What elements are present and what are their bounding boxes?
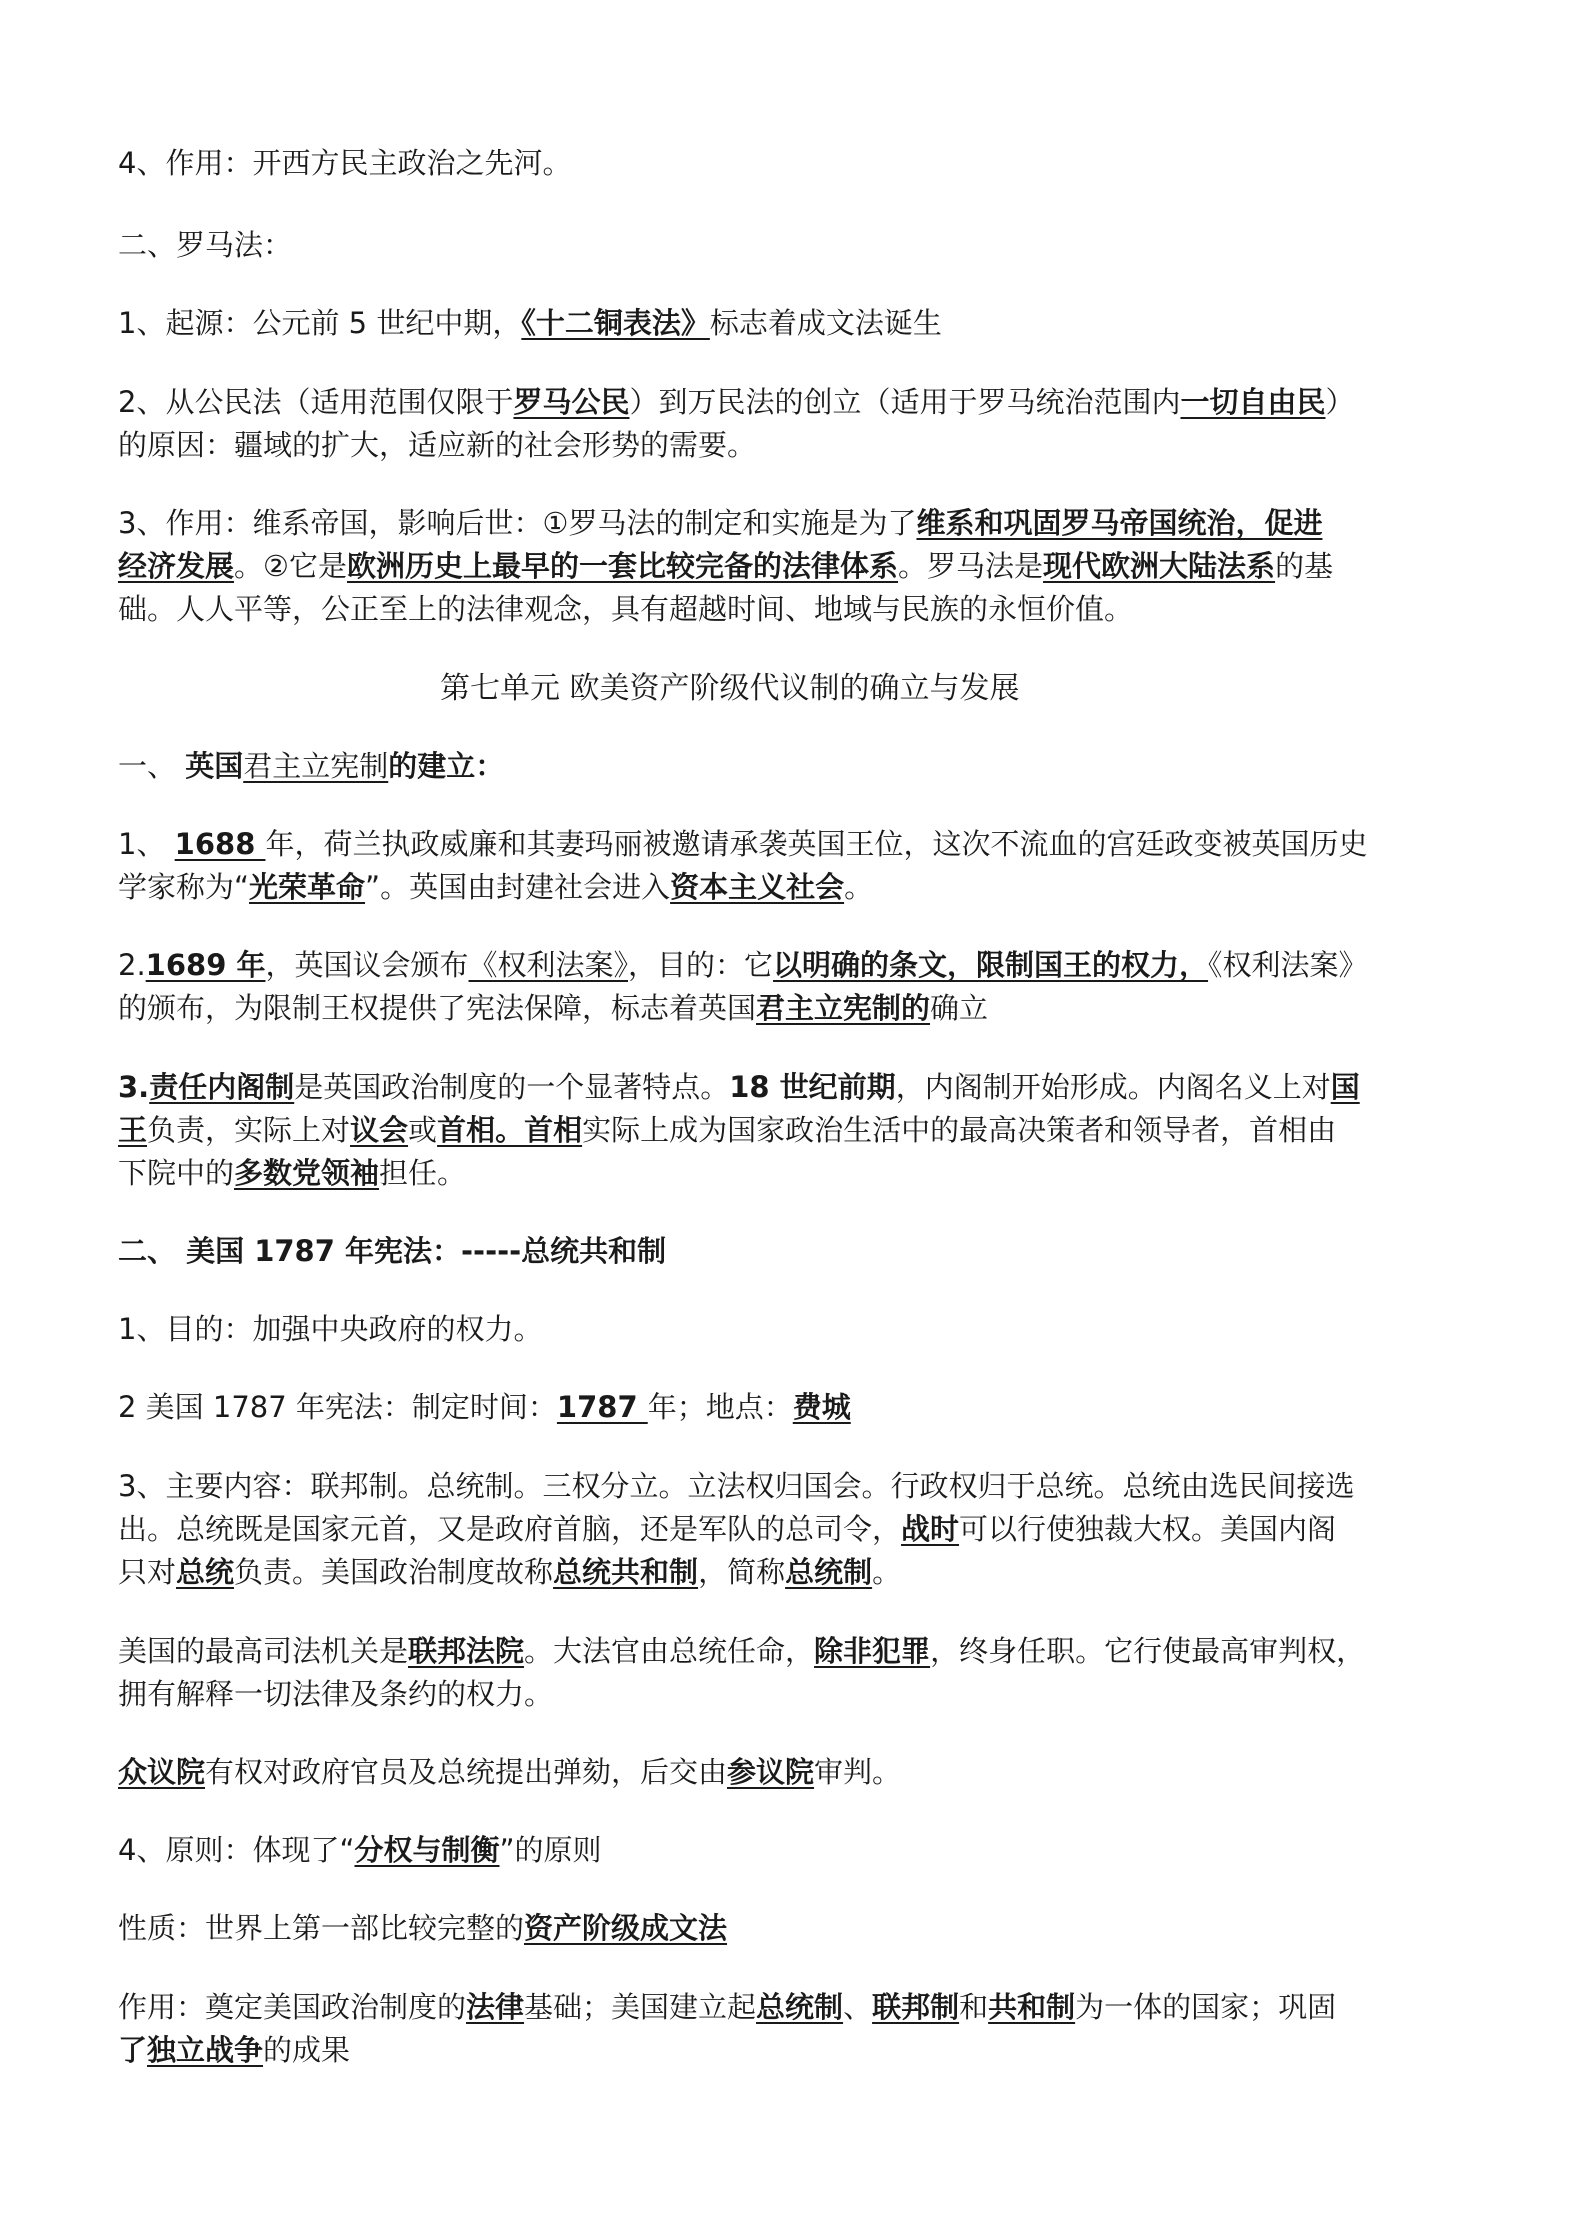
text-line [118, 2029, 1478, 2072]
text-run: 3. [118, 1070, 150, 1104]
text-run: 础。人人平等，公正至上的法律观念，具有超越时间、地域与民族的永恒价值。 [118, 592, 1134, 626]
text-run: 了 [118, 2033, 148, 2067]
text-line [118, 588, 1478, 631]
text-run: 有权对政府官员及总统提出弹劾，后交由 [205, 1755, 728, 1789]
emphasized-term: 国 [1330, 1070, 1360, 1104]
text-run: 美国的最高司法机关是 [118, 1634, 409, 1668]
emphasized-term: 共和制 [988, 1990, 1076, 2024]
text-line [118, 1152, 1478, 1195]
text-run: 年，荷兰执政威廉和其妻玛丽被邀请承袭英国王位，这次不流血的宫廷政变被英国历史 [265, 827, 1368, 861]
text-line [118, 1465, 1478, 1508]
text-run: 英国 [185, 749, 244, 783]
emphasized-term: 除非犯罪 [814, 1634, 931, 1668]
text-run: 18 世纪前期 [729, 1070, 896, 1104]
text-line [118, 1986, 1478, 2029]
emphasized-term: 《权利法案》 [468, 948, 629, 982]
text-line [118, 1673, 1478, 1716]
text-run: 确立 [930, 991, 989, 1025]
text-run: ”的原则 [499, 1833, 602, 1867]
emphasized-term: 王 [118, 1113, 148, 1147]
section-heading [118, 1230, 1478, 1273]
text-line [118, 866, 1478, 909]
text-run: 一、 [118, 749, 186, 783]
text-run: 基础；美国建立起 [524, 1990, 757, 2024]
text-line [118, 1907, 1478, 1950]
text-run: 的建立： [388, 749, 505, 783]
text-run: ）到万民法的创立（适用于罗马统治范围内 [629, 385, 1181, 419]
emphasized-term: 总统 [176, 1555, 235, 1589]
text-run: 。②它是 [234, 549, 348, 583]
text-line [118, 823, 1478, 866]
text-run: ） [1325, 385, 1355, 419]
emphasized-term: 参议院 [727, 1755, 815, 1789]
text-run: 的原因：疆域的扩大，适应新的社会形势的需要。 [118, 428, 757, 462]
text-run: 实际上成为国家政治生活中的最高决策者和领导者，首相由 [582, 1113, 1337, 1147]
text-run: 为一体的国家；巩固 [1075, 1990, 1337, 2024]
emphasized-term: 联邦法院 [408, 1634, 525, 1668]
text-run: ，终身任职。它行使最高审判权， [930, 1634, 1366, 1668]
text-line [118, 545, 1478, 588]
text-line [118, 1386, 1478, 1429]
text-run: 3、主要内容：联邦制。总统制。三权分立。立法权归国会。行政权归于总统。总统由选民间接选 [118, 1469, 1355, 1503]
text-run: 年；地点： [647, 1390, 793, 1424]
text-run: 或 [408, 1113, 438, 1147]
text-line [118, 1066, 1478, 1109]
emphasized-term: 经济发展 [118, 549, 235, 583]
text-run: 4、作用：开西方民主政治之先河。 [118, 146, 572, 180]
emphasized-term: 战时 [901, 1512, 960, 1546]
emphasized-term: 众议院 [118, 1755, 206, 1789]
emphasized-term: 议会 [350, 1113, 409, 1147]
emphasized-term: 罗马公民 [513, 385, 630, 419]
text-line [118, 142, 1478, 185]
text-run: 4、原则：体现了“ [118, 1833, 355, 1867]
section-heading [118, 224, 1478, 267]
text-line [118, 987, 1478, 1030]
emphasized-term: 首相。首相 [437, 1113, 583, 1147]
text-run: 1、 [118, 827, 175, 861]
unit-title [440, 667, 1584, 710]
text-run: 负责，实际上对 [147, 1113, 351, 1147]
emphasized-term: 一切自由民 [1180, 385, 1326, 419]
emphasized-term: 总统制 [756, 1990, 844, 2024]
text-run: 2 美国 1787 年宪法：制定时间： [118, 1390, 557, 1424]
text-run: 。 [844, 870, 874, 904]
section-heading [118, 745, 1478, 788]
emphasized-term: 费城 [792, 1390, 851, 1424]
text-run: 。 [872, 1555, 902, 1589]
text-run: 审判。 [814, 1755, 902, 1789]
emphasized-term: 法律 [466, 1990, 525, 2024]
emphasized-term: 资产阶级成文法 [524, 1911, 728, 1945]
text-line [118, 1551, 1478, 1594]
text-line [118, 1630, 1478, 1673]
emphasized-term: 总统共和制 [553, 1555, 699, 1589]
text-run: 3、作用：维系帝国，影响后世：①罗马法的制定和实施是为了 [118, 506, 917, 540]
text-run: 的成果 [263, 2033, 351, 2067]
text-run: 出。总统既是国家元首，又是政府首脑，还是军队的总司令， [118, 1512, 902, 1546]
emphasized-term: 独立战争 [147, 2033, 264, 2067]
text-run: 担任。 [379, 1156, 467, 1190]
text-run: 负责。美国政治制度故称 [234, 1555, 554, 1589]
emphasized-term: 联邦制 [872, 1990, 960, 2024]
text-run: 下院中的 [118, 1156, 235, 1190]
text-run: 2、从公民法（适用范围仅限于 [118, 385, 514, 419]
text-run: 和 [959, 1990, 989, 2024]
text-run: 1、目的：加强中央政府的权力。 [118, 1312, 543, 1346]
text-line [118, 1508, 1478, 1551]
text-run: 只对 [118, 1555, 177, 1589]
emphasized-term: 总统制 [785, 1555, 873, 1589]
text-line [118, 1751, 1478, 1794]
text-line [118, 944, 1478, 987]
text-run: ，目的：它 [628, 948, 774, 982]
emphasized-term: 1688 [174, 827, 266, 861]
emphasized-term: 维系和巩固罗马帝国统治，促进 [916, 506, 1323, 540]
text-run: 第七单元 欧美资产阶级代议制的确立与发展 [440, 671, 1020, 706]
text-run: 是英国政治制度的一个显著特点。 [294, 1070, 730, 1104]
text-line [118, 1308, 1478, 1351]
emphasized-term: 君主立宪制 [243, 749, 389, 783]
emphasized-term: 光荣革命 [249, 870, 366, 904]
text-run: 。大法官由总统任命， [524, 1634, 815, 1668]
text-run: 2. [118, 948, 146, 982]
text-run: 二、罗马法： [118, 228, 293, 262]
emphasized-term: 1689 年 [145, 948, 266, 982]
text-run: 标志着成文法诞生 [709, 306, 942, 340]
text-run: 《权利法案》 [1208, 948, 1368, 982]
emphasized-term: 《十二铜表法》 [521, 306, 710, 340]
text-run: 的基 [1275, 549, 1334, 583]
text-line [118, 502, 1478, 545]
emphasized-term: 资本主义社会 [670, 870, 845, 904]
text-run: ，内阁制开始形成。内阁名义上对 [895, 1070, 1331, 1104]
text-line [118, 381, 1478, 424]
text-run: 性质：世界上第一部比较完整的 [118, 1911, 525, 1945]
text-line [118, 424, 1478, 467]
emphasized-term: 以明确的条文，限制国王的权力， [773, 948, 1209, 982]
emphasized-term: 责任内阁制 [149, 1070, 295, 1104]
text-run: 二、 美国 1787 年宪法：-----总统共和制 [118, 1234, 667, 1268]
text-line [118, 302, 1478, 345]
emphasized-term: 现代欧洲大陆法系 [1043, 549, 1276, 583]
text-run: 的颁布，为限制王权提供了宪法保障，标志着英国 [118, 991, 757, 1025]
text-run: ”。英国由封建社会进入 [365, 870, 671, 904]
text-run: 作用：奠定美国政治制度的 [118, 1990, 467, 2024]
text-run: ，简称 [698, 1555, 786, 1589]
emphasized-term: 分权与制衡 [354, 1833, 500, 1867]
text-run: 。罗马法是 [898, 549, 1044, 583]
emphasized-term: 欧洲历史上最早的一套比较完备的法律体系 [347, 549, 899, 583]
text-line [118, 1109, 1478, 1152]
text-run: ，英国议会颁布 [265, 948, 469, 982]
emphasized-term: 多数党领袖 [234, 1156, 380, 1190]
emphasized-term: 1787 [556, 1390, 648, 1424]
text-run: 、 [843, 1990, 873, 2024]
text-line [118, 1829, 1478, 1872]
text-run: 1、起源：公元前 5 世纪中期， [118, 306, 522, 340]
text-run: 可以行使独裁大权。美国内阁 [959, 1512, 1337, 1546]
text-run: 学家称为“ [118, 870, 250, 904]
emphasized-term: 君主立宪制的 [756, 991, 931, 1025]
text-run: 拥有解释一切法律及条约的权力。 [118, 1677, 554, 1711]
